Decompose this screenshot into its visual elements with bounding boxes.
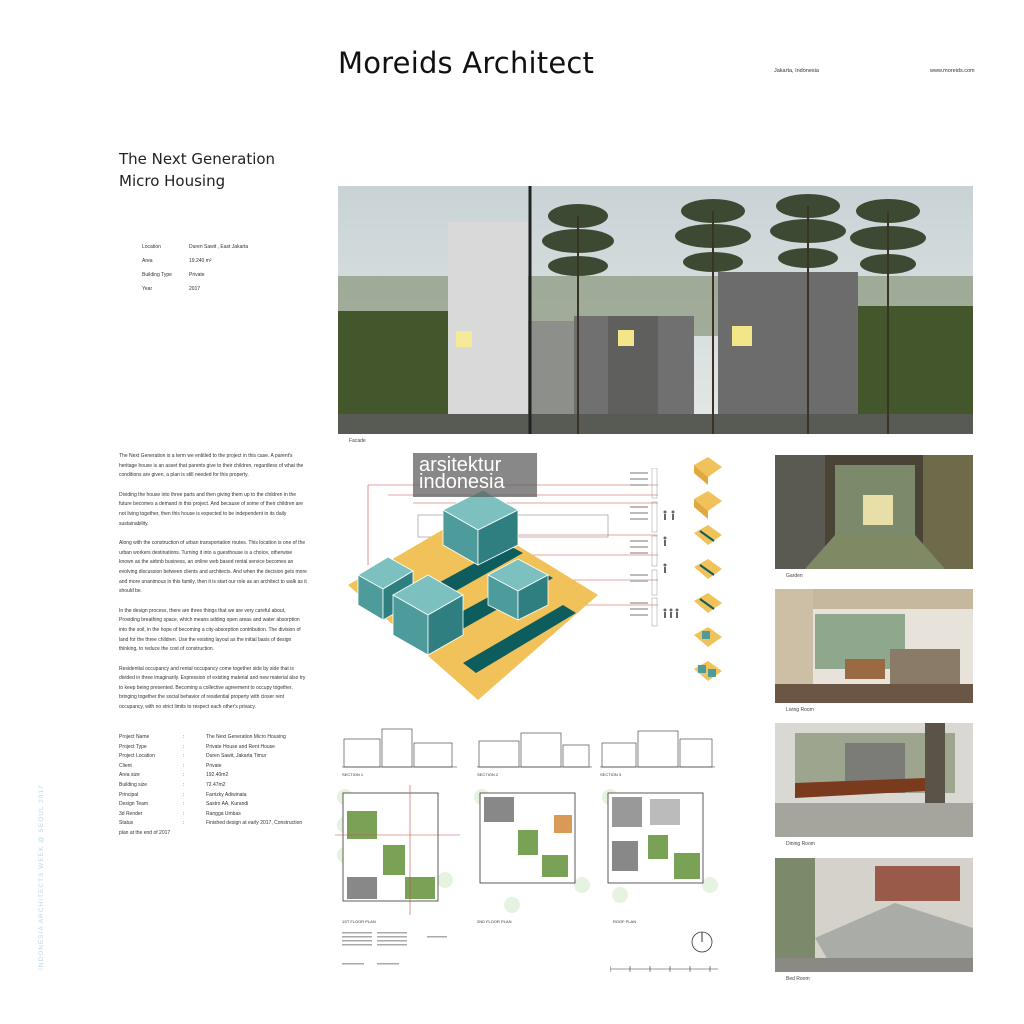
section-1-caption: SECTION 1 [342,772,364,777]
section-1-drawing [342,725,457,770]
info-value: 192.40m2 [206,772,229,779]
watermark-badge [413,453,537,497]
description-paragraph: Dividing the house into three parts and then giving them up to the children in the future becomes a demand in this project. And because of some of their children are not living together, then this house is expected to be independent in its daily sustainability. [119,491,303,527]
dining-room-photo [775,723,973,837]
meta-row [142,282,248,296]
info-value: Private [206,762,222,769]
firm-name: Moreids Architect [338,46,595,80]
facade-caption: Facade [349,438,366,444]
meta-key: Location [142,244,161,250]
watermark-line1: arsitektur [419,454,502,476]
info-key: Building size [119,781,148,788]
vertical-event-text: INDONESIA ARCHITECTS WEEK @ SEOUL 2017 [38,784,45,970]
info-key: 3d Render [119,810,143,817]
info-value: The Next Generation Micro Housing [206,734,286,740]
info-row: 3d Render : Rangga Umbas [119,810,302,820]
meta-row [142,254,248,268]
info-value: Finished design at early 2017, Construction [206,820,303,827]
meta-key: Building Type [142,272,172,278]
project-title-line1: The Next Generation [119,150,276,168]
info-row: Status : Finished design at early 2017, Construction [119,819,302,829]
roof-plan-caption: ROOF PLAN [613,919,637,924]
info-key: Project Name [119,734,150,740]
section-2-drawing [477,725,592,770]
roof-plan [600,785,725,915]
dining-room-caption: Dining Room [786,841,815,847]
occupant-icons [661,510,683,620]
bed-room-caption: Bed Room [786,976,810,982]
watermark-line2: indonesia [419,471,505,493]
info-value: Farrizky Adiwinata [206,791,247,798]
info-key: Client [119,762,132,769]
meta-row [142,268,248,282]
section-3-drawing [600,725,715,770]
info-value: Duren Sawit, Jakarta Timur [206,753,267,760]
section-2-caption: SECTION 2 [477,772,499,777]
info-row: Project Location : Duren Sawit, Jakarta Timur [119,752,302,762]
meta-value: Duren Sawit , East Jakarta [189,244,249,250]
meta-value: 2017 [189,286,201,292]
description-paragraph: In the design process, there are three things that we are very careful about, Providing breathing space, which means adding open areas and water absorption into the soil, in the hope of becoming a city-absorption contribution. The division of land for the three children. Use the existing layout as the initial basis of design thinking, to reduce the cost of construction. [119,607,301,653]
info-key: Design Team [119,801,149,808]
firm-location: Jakarta, Indonesia [774,68,819,74]
second-floor-caption: 2ND FLOOR PLAN [477,919,512,924]
info-value: Private House and Rent House [206,743,275,750]
description-paragraph: Along with the construction of urban transportation routes. This location is one of the urban workers destinations. Turning it into a guesthouse is a choice, otherwise known as the airbnb business, an online web based rental service becomes an evolving discussion between clients and architects. And when the decision gets more and more unanimous in this family, then it is start our role as an architect to walk as it should be. [119,540,307,595]
project-title [119,148,275,192]
garden-caption: Garden [786,573,803,579]
living-room-photo [775,589,973,703]
info-value: 72.47m2 [206,781,226,788]
meta-row [142,240,248,254]
info-key: Area size [119,772,140,779]
info-value: Sastro AA, Kurandi [206,801,249,808]
status-continuation: plan at the end of 2017 [119,829,171,836]
project-meta [142,240,248,296]
info-key: Status [119,820,134,827]
info-row: Design Team : Sastro AA, Kurandi [119,800,302,810]
info-value: Rangga Umbas [206,810,241,817]
info-row: Principal : Farrizky Adiwinata [119,791,302,801]
facade-render [338,186,973,434]
project-title-line2: Micro Housing [119,172,226,190]
info-key: Principal [119,791,139,798]
second-floor-plan [472,785,597,915]
info-row: Area size : 192.40m2 [119,771,302,781]
project-description [119,452,307,723]
first-floor-plan [335,785,460,915]
description-paragraph: The Next Generation is a term we entitled to the project in this case. A parent's heritage house is an asset that parents give to their children, regardless of what the conditions are given, a plan is still needed for this property. [119,453,304,479]
bed-room-photo [775,858,973,972]
info-key: Project Type [119,743,147,750]
phase-diagram-stack [690,455,726,700]
info-row: Project Type : Private House and Rent House [119,743,302,753]
scale-bar [610,960,720,968]
living-room-caption: Living Room [786,707,814,713]
first-floor-caption: 1ST FLOOR PLAN [342,919,376,924]
info-row: Project Name : The Next Generation Micro Housing [119,733,302,743]
info-row: Client : Private [119,762,302,772]
north-arrow-icon [690,930,714,954]
meta-value: Private [189,272,205,278]
section-3-caption: SECTION 3 [600,772,622,777]
meta-key: Year [142,286,153,292]
description-paragraph: Residential occupancy and rental occupancy come together side by side that is divided in three imaginarily. Expression of existing material and new material also try to keep being presented. Becoming a collective agreement to occupy together, bringing together the social behavior of residential property with closer rent occupancy, with no strict limits to respect each other's privacy. [119,665,306,711]
plan-legend [342,930,452,970]
meta-key: Area [142,258,153,264]
unit-legend-column [628,468,658,628]
garden-photo [775,455,973,569]
meta-value: 19.240 m² [189,258,212,264]
info-row: Building size : 72.47m2 [119,781,302,791]
project-info-table [119,733,302,839]
info-key: Project Location [119,753,155,760]
firm-website[interactable]: www.moreids.com [930,68,975,74]
